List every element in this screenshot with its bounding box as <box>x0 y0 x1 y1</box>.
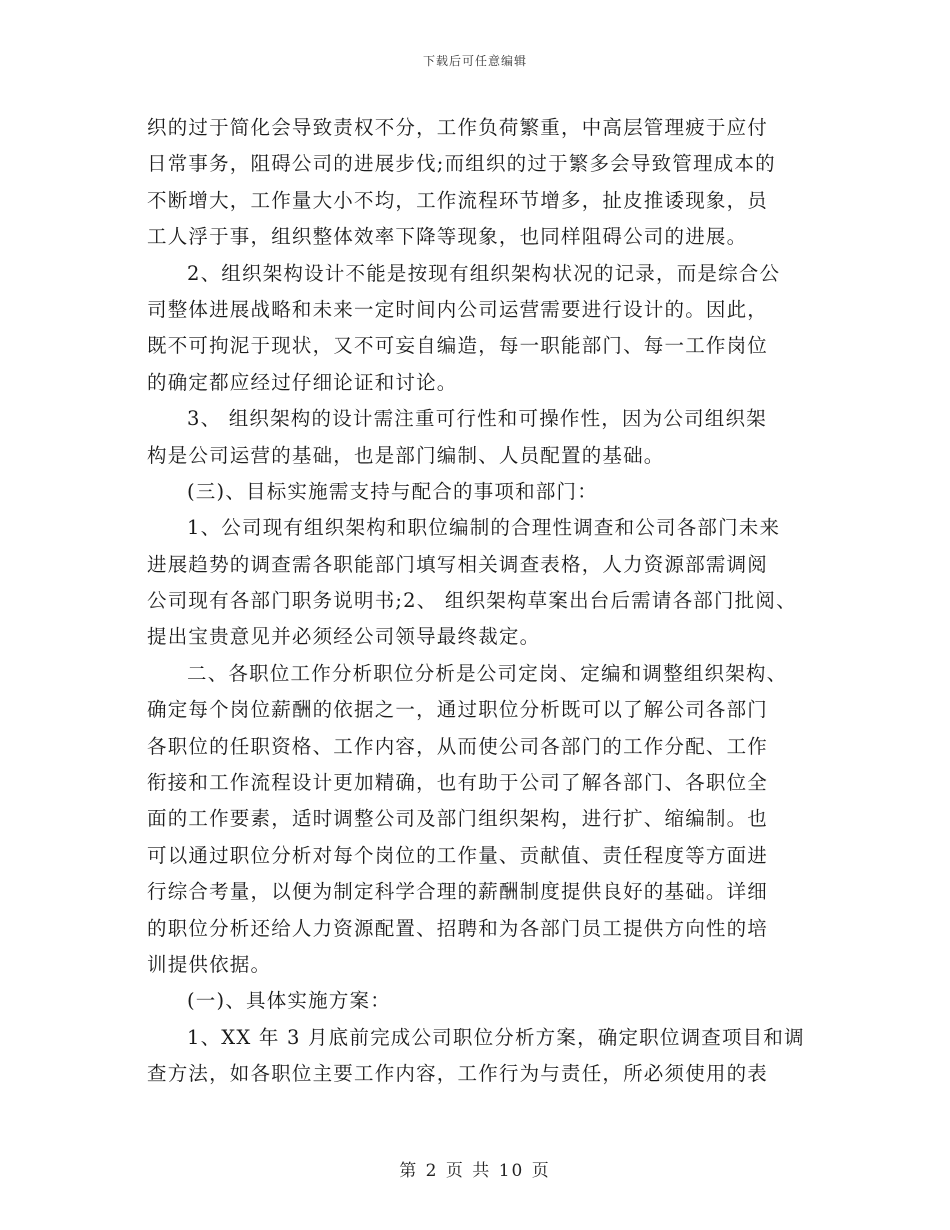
text-line: 日常事务，阻碍公司的进展步伐;而组织的过于繁多会导致管理成本的 <box>147 152 776 176</box>
text-line: 工人浮于事，组织整体效率下降等现象，也同样阻碍公司的进展。 <box>147 225 748 249</box>
text-line: 确定每个岗位薪酬的依据之一，通过职位分析既可以了解公司各部门 <box>147 698 769 722</box>
paragraph-start-line: 1、XX 年 3 月底前完成公司职位分析方案，确定职位调查项目和调 <box>187 1025 805 1049</box>
text-line: 查方法，如各职位主要工作内容，工作行为与责任，所必须使用的表 <box>147 1062 769 1086</box>
paragraph-start-line: 1、公司现有组织架构和职位编制的合理性调查和公司各部门未来 <box>187 516 781 540</box>
text-line: 不断增大，工作量大小不均，工作流程环节增多，扯皮推诿现象，员 <box>147 188 769 212</box>
document-body <box>147 110 817 1093</box>
text-line: 的职位分析还给人力资源配置、招聘和为各部门员工提供方向性的培 <box>147 916 769 940</box>
page-header: 下载后可任意编辑 <box>422 54 527 68</box>
text-line: 司整体进展战略和未来一定时间内公司运营需要进行设计的。因此， <box>147 297 769 321</box>
paragraph-start-line: 3、 组织架构的设计需注重可行性和可操作性，因为公司组织架 <box>187 407 767 431</box>
text-line: 的确定都应经过仔细论证和讨论。 <box>147 370 458 394</box>
text-line: 各职位的任职资格、工作内容，从而使公司各部门的工作分配、工作 <box>147 734 769 758</box>
text-line: 面的工作要素，适时调整公司及部门组织架构，进行扩、缩编制。也 <box>147 807 769 831</box>
text-line: 织的过于简化会导致责权不分，工作负荷繁重，中高层管理疲于应付 <box>147 116 769 139</box>
text-line: 行综合考量，以便为制定科学合理的薪酬制度提供良好的基础。详细 <box>147 880 769 904</box>
text-line: 进展趋势的调查需各职能部门填写相关调查表格，人力资源部需调阅 <box>147 552 769 576</box>
text-line: 构是公司运营的基础，也是部门编制、人员配置的基础。 <box>147 443 665 467</box>
text-line: 训提供依据。 <box>147 952 272 976</box>
text-line: 公司现有各部门职务说明书;2、 组织架构草案出台后需请各部门批阅、 <box>147 589 797 613</box>
page-number-footer: 第 2 页 共 10 页 <box>399 1161 551 1181</box>
paragraph-start-line: 二、各职位工作分析职位分析是公司定岗、定编和调整组织架构、 <box>187 661 788 685</box>
text-line: 可以通过职位分析对每个岗位的工作量、贡献值、责任程度等方面进 <box>147 843 769 867</box>
text-line: 既不可拘泥于现状，又不可妄自编造，每一职能部门、每一工作岗位 <box>147 334 769 358</box>
section-heading: (三)、目标实施需支持与配合的事项和部门： <box>187 479 598 503</box>
text-line: 衔接和工作流程设计更加精确，也有助于公司了解各部门、各职位全 <box>147 771 769 795</box>
text-line: 提出宝贵意见并必须经公司领导最终裁定。 <box>147 625 541 649</box>
paragraph-start-line: 2、组织架构设计不能是按现有组织架构状况的记录，而是综合公 <box>187 261 781 285</box>
section-heading: (一)、具体实施方案： <box>187 989 391 1013</box>
